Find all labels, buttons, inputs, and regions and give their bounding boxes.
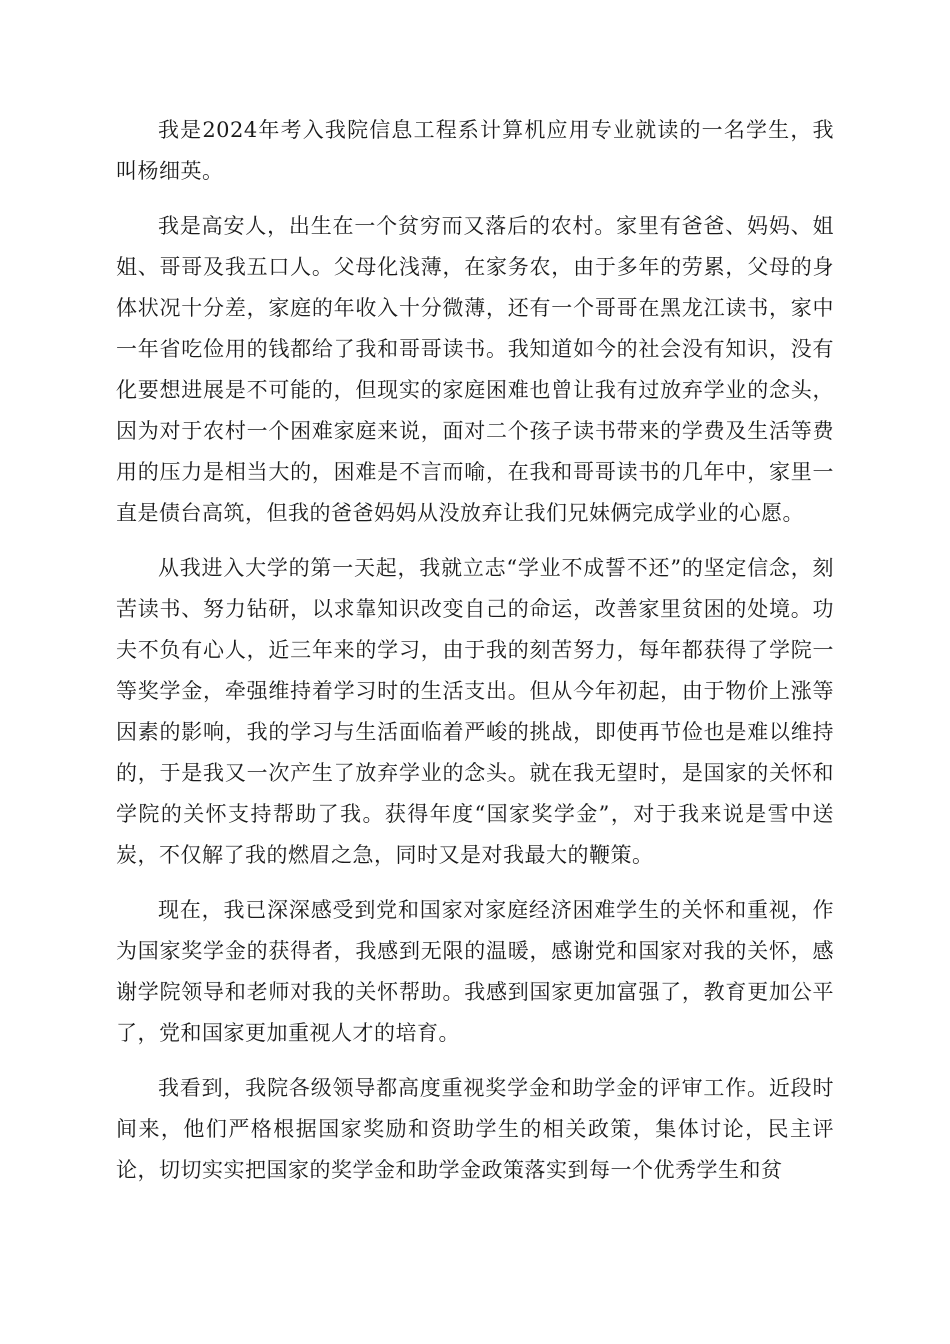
paragraph-1: 我是2024年考入我院信息工程系计算机应用专业就读的一名学生，我叫杨细英。 xyxy=(116,118,834,183)
paragraph-2: 我是高安人，出生在一个贫穷而又落后的农村。家里有爸爸、妈妈、姐姐、哥哥及我五口人。父母化浅薄，在家务农，由于多年的劳累，父母的身体状况十分差，家庭的年收入十分微薄，还有一个哥哥在黑龙江读书，家中一年省吃俭用的钱都给了我和哥哥读书。我知道如今的社会没有知识，没有化要想进展是不可能的，但现实的家庭困难也曾让我有过放弃学业的念头，因为对于农村一个困难家庭来说，面对二个孩子读书带来的学费及生活等费用的压力是相当大的，困难是不言而喻，在我和哥哥读书的几年中，家里一直是债台高筑，但我的爸爸妈妈从没放弃让我们兄妹俩完成学业的心愿。 xyxy=(116,214,834,525)
paragraph-4: 现在，我已深深感受到党和国家对家庭经济困难学生的关怀和重视，作为国家奖学金的获得者，我感到无限的温暖，感谢党和国家对我的关怀，感谢学院领导和老师对我的关怀帮助。我感到国家更加富强了，教育更加公平了，党和国家更加重视人才的培育。 xyxy=(116,898,834,1045)
paragraph-3: 从我进入大学的第一天起，我就立志“学业不成誓不还”的坚定信念，刻苦读书、努力钻研，以求靠知识改变自己的命运，改善家里贫困的处境。功夫不负有心人，近三年来的学习，由于我的刻苦努力，每年都获得了学院一等奖学金，牵强维持着学习时的生活支出。但从今年初起，由于物价上涨等因素的影响，我的学习与生活面临着严峻的挑战，即使再节俭也是难以维持的，于是我又一次产生了放弃学业的念头。就在我无望时，是国家的关怀和学院的关怀支持帮助了我。获得年度“国家奖学金”，对于我来说是雪中送炭，不仅解了我的燃眉之急，同时又是对我最大的鞭策。 xyxy=(116,556,834,867)
document-body xyxy=(116,110,834,1205)
paragraph-5: 我看到，我院各级领导都高度重视奖学金和助学金的评审工作。近段时间来，他们严格根据国家奖励和资助学生的相关政策，集体讨论，民主评论，切切实实把国家的奖学金和助学金政策落实到每一个优秀学生和贫 xyxy=(116,1076,834,1182)
